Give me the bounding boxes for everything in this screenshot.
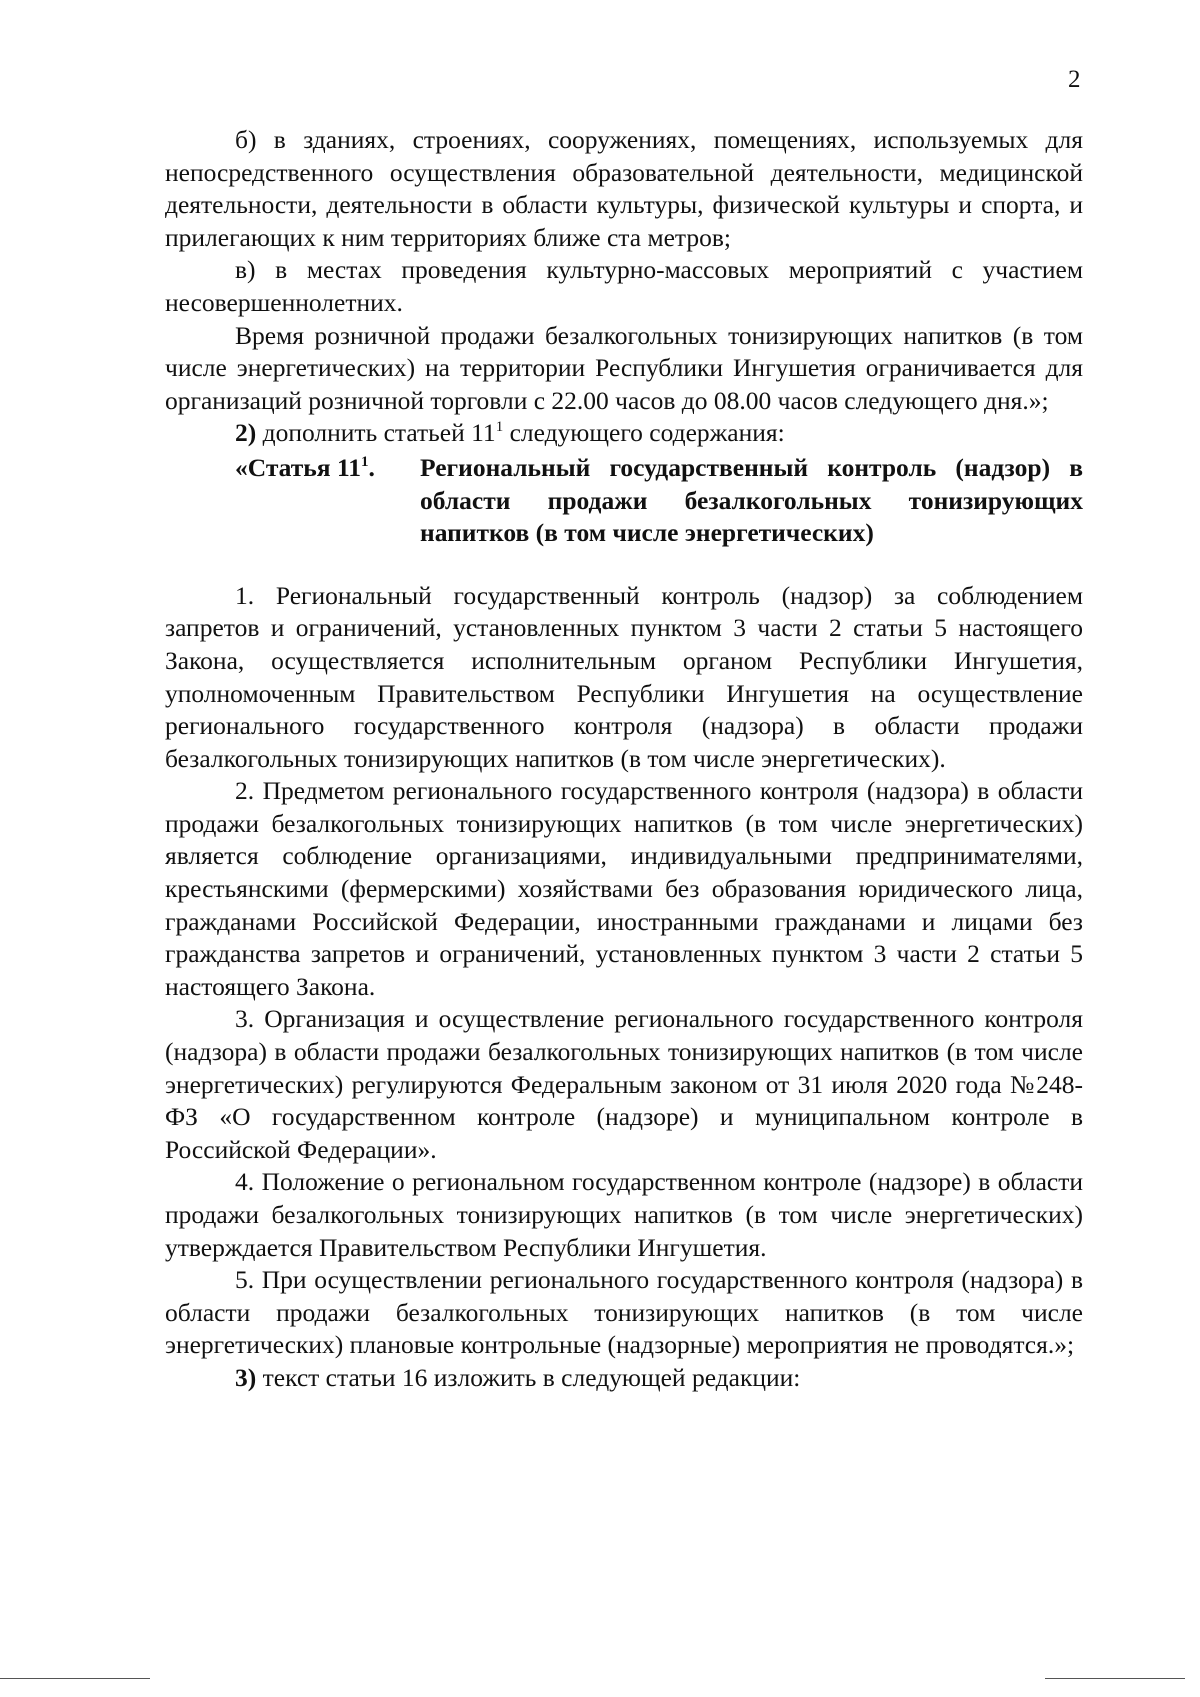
article-number xyxy=(235,452,420,550)
article-superscript: 1 xyxy=(361,453,369,470)
amendment-item-2 xyxy=(165,417,1083,450)
amendment-item-3 xyxy=(165,1362,1083,1395)
clause-5: 5. При осуществлении регионального государственного контроля (надзора) в области продажи безалкогольных тонизирующих напитков (в том числе энергетических) плановые контрольные (надзорные) мероприятия не проводятся.»; xyxy=(165,1265,1083,1360)
clause-1: 1. Региональный государственный контроль (надзор) за соблюдением запретов и ограничений, установленных пунктом 3 части 2 статьи 5 настоящего Закона, осуществляется исполнительным органом Республики Ингушетия, уполномоченным Правительством Республики Ингушетия на осуществление регионального государственного контроля (надзора) в области продажи безалкогольных тонизирующих напитков (в том числе энергетических). xyxy=(165,580,1083,773)
item-number: 2) xyxy=(235,418,257,448)
spacer xyxy=(165,550,1083,580)
superscript: 1 xyxy=(495,419,504,436)
document-body xyxy=(165,124,1083,1395)
clause-2: 2. Предметом регионального государственного контроля (надзора) в области продажи безалкогольных тонизирующих напитков (в том числе энергетических) является соблюдение организациями, индивидуальными предпринимателями, крестьянскими (фермерскими) хозяйствами без образования юридического лица, гражданами Российской Федерации, иностранными гражданами и лицами без гражданства запретов и ограничений, установленных пунктом 3 части 2 статьи 5 настоящего Закона. xyxy=(165,776,1083,1001)
item-number: 3) xyxy=(235,1362,257,1392)
article-label: «Статья 11 xyxy=(235,452,362,482)
article-dot: . xyxy=(368,452,375,482)
scan-edge-line-right xyxy=(1045,1678,1185,1679)
paragraph-b: б) в зданиях, строениях, сооружениях, помещениях, используемых для непосредственного осуществления образовательной деятельности, медицинской деятельности, деятельности в области культуры, физической культуры и спорта, и прилегающих к ним территориях ближе ста метров; xyxy=(165,125,1083,252)
scan-edge-line xyxy=(0,1678,150,1679)
item-text: дополнить статьей 11 xyxy=(256,418,496,448)
paragraph-v: в) в местах проведения культурно-массовых мероприятий с участием несовершеннолетних. xyxy=(165,255,1083,317)
item-text: текст статьи 16 изложить в следующей редакции: xyxy=(256,1362,801,1392)
page-number: 2 xyxy=(1068,66,1081,93)
item-text-end: следующего содержания: xyxy=(503,418,785,448)
article-heading xyxy=(235,452,1083,550)
clause-4: 4. Положение о региональном государственном контроле (надзоре) в области продажи безалкогольных тонизирующих напитков (в том числе энергетических) утверждается Правительством Республики Ингушетия. xyxy=(165,1167,1083,1262)
clause-3: 3. Организация и осуществление регионального государственного контроля (надзора) в области продажи безалкогольных тонизирующих напитков (в том числе энергетических) регулируются Федеральным законом от 31 июля 2020 года №248-ФЗ «О государственном контроле (надзоре) и муниципальном контроле в Российской Федерации». xyxy=(165,1004,1083,1164)
paragraph-sale-time: Время розничной продажи безалкогольных тонизирующих напитков (в том числе энергетических) на территории Республики Ингушетия ограничивается для организаций розничной торговли с 22.00 часов до 08.00 часов следующего дня.»; xyxy=(165,320,1083,415)
article-title: Региональный государственный контроль (надзор) в области продажи безалкогольных тонизирующих напитков (в том числе энергетических) xyxy=(420,452,1083,548)
